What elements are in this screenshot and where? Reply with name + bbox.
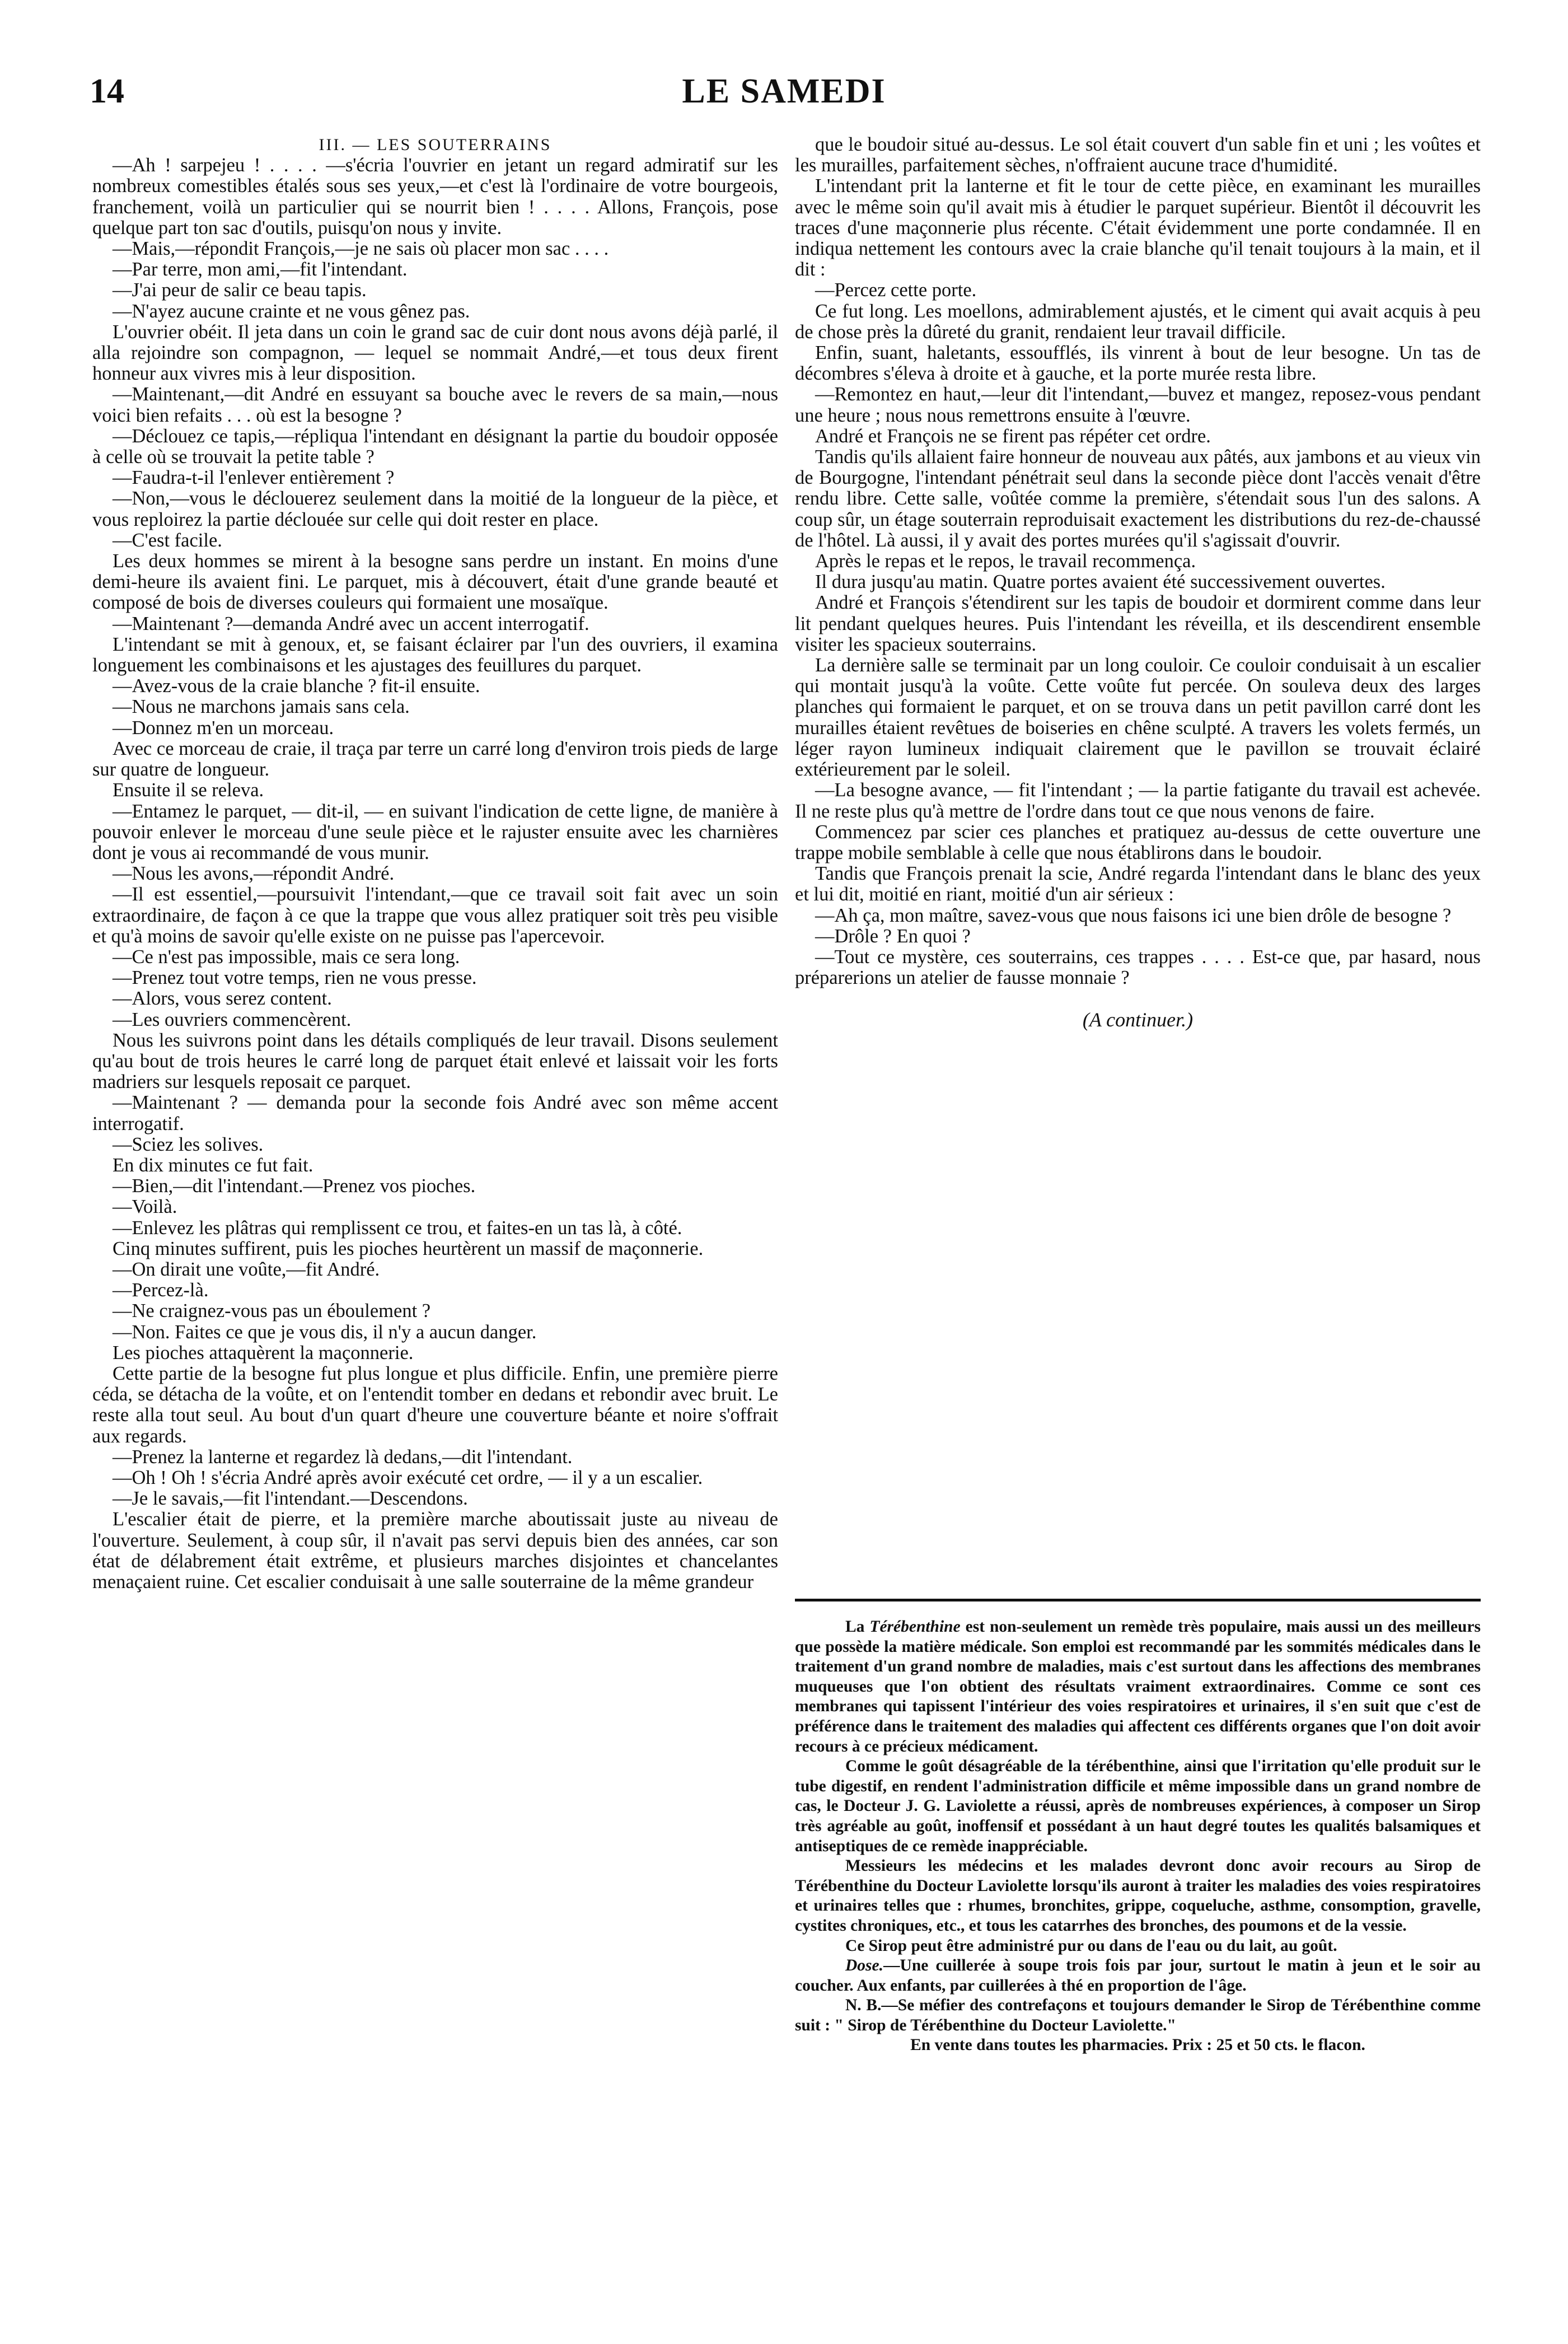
ad-price-line: En vente dans toutes les pharmacies. Prix : 25 et 50 cts. le flacon. (910, 2036, 1365, 2054)
story-paragraph: —Voilà. (113, 1196, 177, 1218)
ad-paragraph: Messieurs les médecins et les malades devront donc avoir recours au Sirop de Térébenthine du Docteur Laviolette lorsqu'ils auront à traiter les maladies des voies respiratoires et urinaires telles que : rhumes, bronchites, grippe, coqueluche, asthme, consomption, gravelle, cystites chroniques, etc., et tous les catarrhes des bronches, des poumons et de la vessie. (795, 1857, 1481, 1935)
story-paragraph: —Donnez m'en un morceau. (113, 717, 334, 739)
story-paragraph: André et François ne se firent pas répéter cet ordre. (815, 425, 1211, 447)
story-paragraph: Les pioches attaquèrent la maçonnerie. (113, 1342, 414, 1364)
story-paragraph: Cinq minutes suffirent, puis les pioches heurtèrent un massif de maçonnerie. (113, 1238, 704, 1259)
story-paragraph: —C'est facile. (113, 529, 222, 551)
story-paragraph: —Alors, vous serez content. (113, 988, 332, 1010)
story-paragraph: —Enlevez les plâtras qui remplissent ce trou, et faites-en un tas là, à côté. (113, 1217, 682, 1239)
story-paragraph: —Percez-là. (113, 1280, 209, 1301)
ad-paragraph (795, 1617, 1481, 1757)
to-be-continued: (A continuer.) (1082, 1008, 1193, 1031)
story-paragraph: —La besogne avance, — fit l'intendant ; — la partie fatigante du travail est achevée. Il ne reste plus qu'à mettre de l'ordre dans tout ce que nous venons de faire. (795, 779, 1481, 822)
story-paragraph: —Tout ce mystère, ces souterrains, ces trappes . . . . Est-ce que, par hasard, nous préparerions un atelier de fausse monnaie ? (795, 946, 1481, 989)
story-paragraph: —Les ouvriers commencèrent. (113, 1008, 352, 1030)
story-paragraph: —Ah ça, mon maître, savez-vous que nous faisons ici une bien drôle de besogne ? (815, 904, 1452, 926)
story-paragraph: Commencez par scier ces planches et pratiquez au-dessus de cette ouverture une trappe mobile semblable à celle que nous établirons dans le boudoir. (795, 821, 1481, 863)
story-paragraph: —Ce n'est pas impossible, mais ce sera long. (113, 946, 460, 968)
ad-paragraph: Ce Sirop peut être administré pur ou dans de l'eau ou du lait, au goût. (845, 1936, 1337, 1955)
page-number: 14 (90, 72, 124, 110)
page-header (90, 72, 1478, 133)
ad-product-name: Térébenthine (869, 1618, 961, 1636)
story-paragraph: Ce fut long. Les moellons, admirablement ajustés, et le ciment qui avait acquis à peu de chose près la dûreté du granit, rendaient leur travail difficile. (795, 300, 1481, 343)
story-paragraph: —Maintenant ? — demanda pour la seconde fois André avec son même accent interrogatif. (92, 1092, 778, 1134)
story-paragraph: —Bien,—dit l'intendant.—Prenez vos pioches. (113, 1175, 476, 1197)
story-paragraph: —Nous ne marchons jamais sans cela. (113, 696, 410, 718)
story-paragraph: —Non,—vous le déclouerez seulement dans la moitié de la longueur de la pièce, et vous reploirez la partie déclouée sur celle qui doit rester en place. (92, 488, 778, 530)
ad-paragraph: N. B.—Se méfier des contrefaçons et toujours demander le Sirop de Térébenthine comme suit : " Sirop de Térébenthine du Docteur Laviolette." (795, 1996, 1481, 2034)
story-paragraph: —On dirait une voûte,—fit André. (113, 1258, 380, 1280)
story-paragraph: —Prenez la lanterne et regardez là dedans,—dit l'intendant. (113, 1446, 573, 1468)
story-paragraph: La dernière salle se terminait par un long couloir. Ce couloir conduisait à un escalier qui montait jusqu'à la voûte. Cette voûte fut percée. On souleva deux des larges planches qui formaient le parquet, et on se trouva dans un petit pavillon carré dont les murailles étaient revêtues de boiseries en chêne sculpté. A travers les volets fermés, un léger rayon lumineux indiquait clairement que le pavillon se trouvait éclairé extérieurement par le soleil. (795, 655, 1481, 781)
story-paragraph: —Ne craignez-vous pas un éboulement ? (113, 1300, 431, 1322)
story-paragraph: André et François s'étendirent sur les tapis de boudoir et dormirent comme dans leur lit pendant quelques heures. Puis l'intendant les réveilla, et ils descendirent ensemble visiter les spacieux souterrains. (795, 592, 1481, 655)
story-paragraph: —Sciez les solives. (113, 1133, 264, 1155)
story-paragraph: —Nous les avons,—répondit André. (113, 863, 395, 885)
story-paragraph: —Déclouez ce tapis,—répliqua l'intendant en désignant la partie du boudoir opposée à celle où se trouvait la petite table ? (92, 425, 778, 468)
story-paragraph: En dix minutes ce fut fait. (113, 1154, 313, 1176)
ad-paragraph: Comme le goût désagréable de la térébenthine, ainsi que l'irritation qu'elle produit sur le tube digestif, en rendent l'administration difficile et même impossible dans un grand nombre de cas, le Docteur J. G. Laviolette a réussi, après de nombreuses expériences, à composer un Sirop très agréable au goût, inoffensif et possédant à un haut degré toutes les qualités balsamiques et antiseptiques de ce remède inappréciable. (795, 1757, 1481, 1855)
story-paragraph: —Je le savais,—fit l'intendant.—Descendons. (113, 1488, 468, 1510)
story-paragraph: —Oh ! Oh ! s'écria André après avoir exécuté cet ordre, — il y a un escalier. (113, 1467, 703, 1488)
story-paragraph: —Avez-vous de la craie blanche ? fit-il ensuite. (113, 675, 480, 697)
story-paragraph: —Entamez le parquet, — dit-il, — en suivant l'indication de cette ligne, de manière à pouvoir enlever le morceau d'une seule pièce et le rajuster ensuite avec les charnières dont je vous ai recommandé de vous munir. (92, 800, 778, 863)
ad-paragraph (795, 1956, 1481, 1996)
story-paragraph: —Drôle ? En quoi ? (815, 925, 971, 947)
story-paragraph: L'escalier était de pierre, et la première marche aboutissait juste au niveau de l'ouverture. Seulement, à coup sûr, il n'avait pas servi depuis bien des années, car son état de délabrement était extrême, et plusieurs marches disjointes et chancelantes menaçaient ruine. Cet escalier conduisait à une salle souterraine de la même grandeur (92, 1509, 778, 1593)
story-paragraph: Tandis qu'ils allaient faire honneur de nouveau aux pâtés, aux jambons et au vieux vin de Bourgogne, l'intendant pénétrait seul dans la seconde pièce dont l'accès venait d'être rendu libre. Cette salle, voûtée comme la première, s'étendait sous l'un des salons. A coup sûr, un étage souterrain reproduisait exactement les distributions du rez-de-chaussé de l'hôtel. Là aussi, il y avait des portes murées qu'il s'agissait d'ouvrir. (795, 446, 1481, 551)
story-paragraph: —Percez cette porte. (815, 279, 977, 301)
story-paragraph: Avec ce morceau de craie, il traça par terre un carré long d'environ trois pieds de large sur quatre de longueur. (92, 737, 778, 781)
left-paragraphs (92, 155, 778, 1593)
story-paragraph: —Maintenant,—dit André en essuyant sa bouche avec le revers de sa main,—nous voici bien refaits . . . où est la besogne ? (92, 384, 778, 426)
story-paragraph: —Faudra-t-il l'enlever entièrement ? (113, 467, 395, 489)
ad-dose-text: —Une cuillerée à soupe trois fois par jour, surtout le matin à jeun et le soir au coucher. Aux enfants, par cuillerées à thé en proportion de l'âge. (795, 1957, 1481, 1995)
story-paragraph: Les deux hommes se mirent à la besogne sans perdre un instant. En moins d'une demi-heure ils avaient fini. Le parquet, mis à découvert, était d'une grande beauté et composé de bois de diverses couleurs qui formaient une mosaïque. (92, 550, 778, 614)
section-title: III. — LES SOUTERRAINS (319, 136, 552, 154)
story-paragraph: —Non. Faites ce que je vous dis, il n'y a aucun danger. (113, 1321, 537, 1343)
story-paragraph: Tandis que François prenait la scie, André regarda l'intendant dans le blanc des yeux et lui dit, moitié en riant, moitié d'un air sérieux : (795, 863, 1481, 905)
story-paragraph: Nous les suivrons point dans les détails compliqués de leur travail. Disons seulement qu'au bout de trois heures le carré long de parquet était enlevé et laissait voir les forts madriers sur lesquels reposait ce parquet. (92, 1029, 778, 1093)
story-paragraph: Enfin, suant, haletants, essoufflés, ils vinrent à bout de leur besogne. Un tas de décombres s'éleva à droite et à gauche, et la porte murée resta libre. (795, 342, 1481, 385)
story-paragraph: L'intendant se mit à genoux, et, se faisant éclairer par l'un des ouvriers, il examina longuement les combinaisons et les ajustages des feuillures du parquet. (92, 633, 778, 676)
right-paragraphs (795, 134, 1481, 988)
ad-p1-label: La (845, 1618, 865, 1636)
ad-dose-label: Dose. (845, 1957, 884, 1975)
advertisement (795, 1617, 1481, 2056)
ad-p1-text: est non-seulement un remède très populaire, mais aussi un des meilleurs que possède la matière médicale. Son emploi est recommandé par les sommités médicales dans le traitement d'un grand nombre de maladies, mais c'est surtout dans les affections des membranes muqueuses que l'on obtient des résultats vraiment extraordinaires. Comme ce sont ces membranes qui tapissent l'intérieur des voies respiratoires et urinaires, il s'en suit que c'est de préférence dans le traitement des maladies qui affectent ces différents organes que l'on doit avoir recours à ce précieux médicament. (795, 1618, 1481, 1755)
story-paragraph: Ensuite il se releva. (113, 779, 264, 801)
story-paragraph: —J'ai peur de salir ce beau tapis. (113, 279, 367, 301)
story-paragraph: que le boudoir situé au-dessus. Le sol était couvert d'un sable fin et uni ; les voûtes et les murailles, parfaitement sèches, n'offraient aucune trace d'humidité. (795, 134, 1481, 176)
left-column (92, 134, 778, 1593)
story-paragraph: —Mais,—répondit François,—je ne sais où placer mon sac . . . . (113, 238, 609, 260)
story-paragraph: Après le repas et le repos, le travail recommença. (815, 550, 1196, 572)
story-paragraph: —Par terre, mon ami,—fit l'intendant. (113, 259, 408, 281)
story-paragraph: Il dura jusqu'au matin. Quatre portes avaient été successivement ouvertes. (815, 571, 1386, 593)
story-paragraph: Cette partie de la besogne fut plus longue et plus difficile. Enfin, une première pierre céda, se détacha de la voûte, et on l'entendit tomber en dedans et rebondir avec bruit. Le reste alla tout seul. Au bout d'un quart d'heure une couverture béante et noire s'offrait aux regards. (92, 1362, 778, 1447)
story-paragraph: —Prenez tout votre temps, rien ne vous presse. (113, 967, 477, 989)
story-paragraph: —N'ayez aucune crainte et ne vous gênez pas. (113, 300, 470, 322)
column-divider-rule (795, 1599, 1481, 1601)
story-paragraph: —Remontez en haut,—leur dit l'intendant,—buvez et mangez, reposez-vous pendant une heure ; nous nous remettrons ensuite à l'œuvre. (795, 384, 1481, 426)
story-paragraph: —Il est essentiel,—poursuivit l'intendant,—que ce travail soit fait avec un soin extraordinaire, de façon à ce que la trappe que vous allez pratiquer soit très peu visible et qu'à moins de savoir qu'elle existe on ne puisse pas l'apercevoir. (92, 884, 778, 947)
story-paragraph: —Maintenant ?—demanda André avec un accent interrogatif. (113, 613, 589, 634)
story-paragraph: L'ouvrier obéit. Il jeta dans un coin le grand sac de cuir dont nous avons déjà parlé, il alla rejoindre son compagnon, — lequel se nommait André,—et tous deux firent honneur aux vivres mis à leur disposition. (92, 321, 778, 385)
running-title: LE SAMEDI (682, 72, 886, 110)
right-column (795, 134, 1481, 1031)
story-paragraph: —Ah ! sarpejeu ! . . . . —s'écria l'ouvrier en jetant un regard admiratif sur les nombreux comestibles étalés sous ses yeux,—et c'est là l'ordinaire de votre bourgeois, franchement, voilà un particulier qui se nourrit bien ! . . . . Allons, François, pose quelque part ton sac d'outils, puisqu'on nous y invite. (92, 155, 778, 239)
story-paragraph: L'intendant prit la lanterne et fit le tour de cette pièce, en examinant les murailles avec le même soin qu'il avait mis à étudier le parquet supérieur. Bientôt il découvrit les traces d'une maçonnerie plus récente. C'était évidemment une porte condamnée. Il en indiqua nettement les contours avec la craie blanche qu'il tenait toujours à la main, et il dit : (795, 175, 1481, 281)
